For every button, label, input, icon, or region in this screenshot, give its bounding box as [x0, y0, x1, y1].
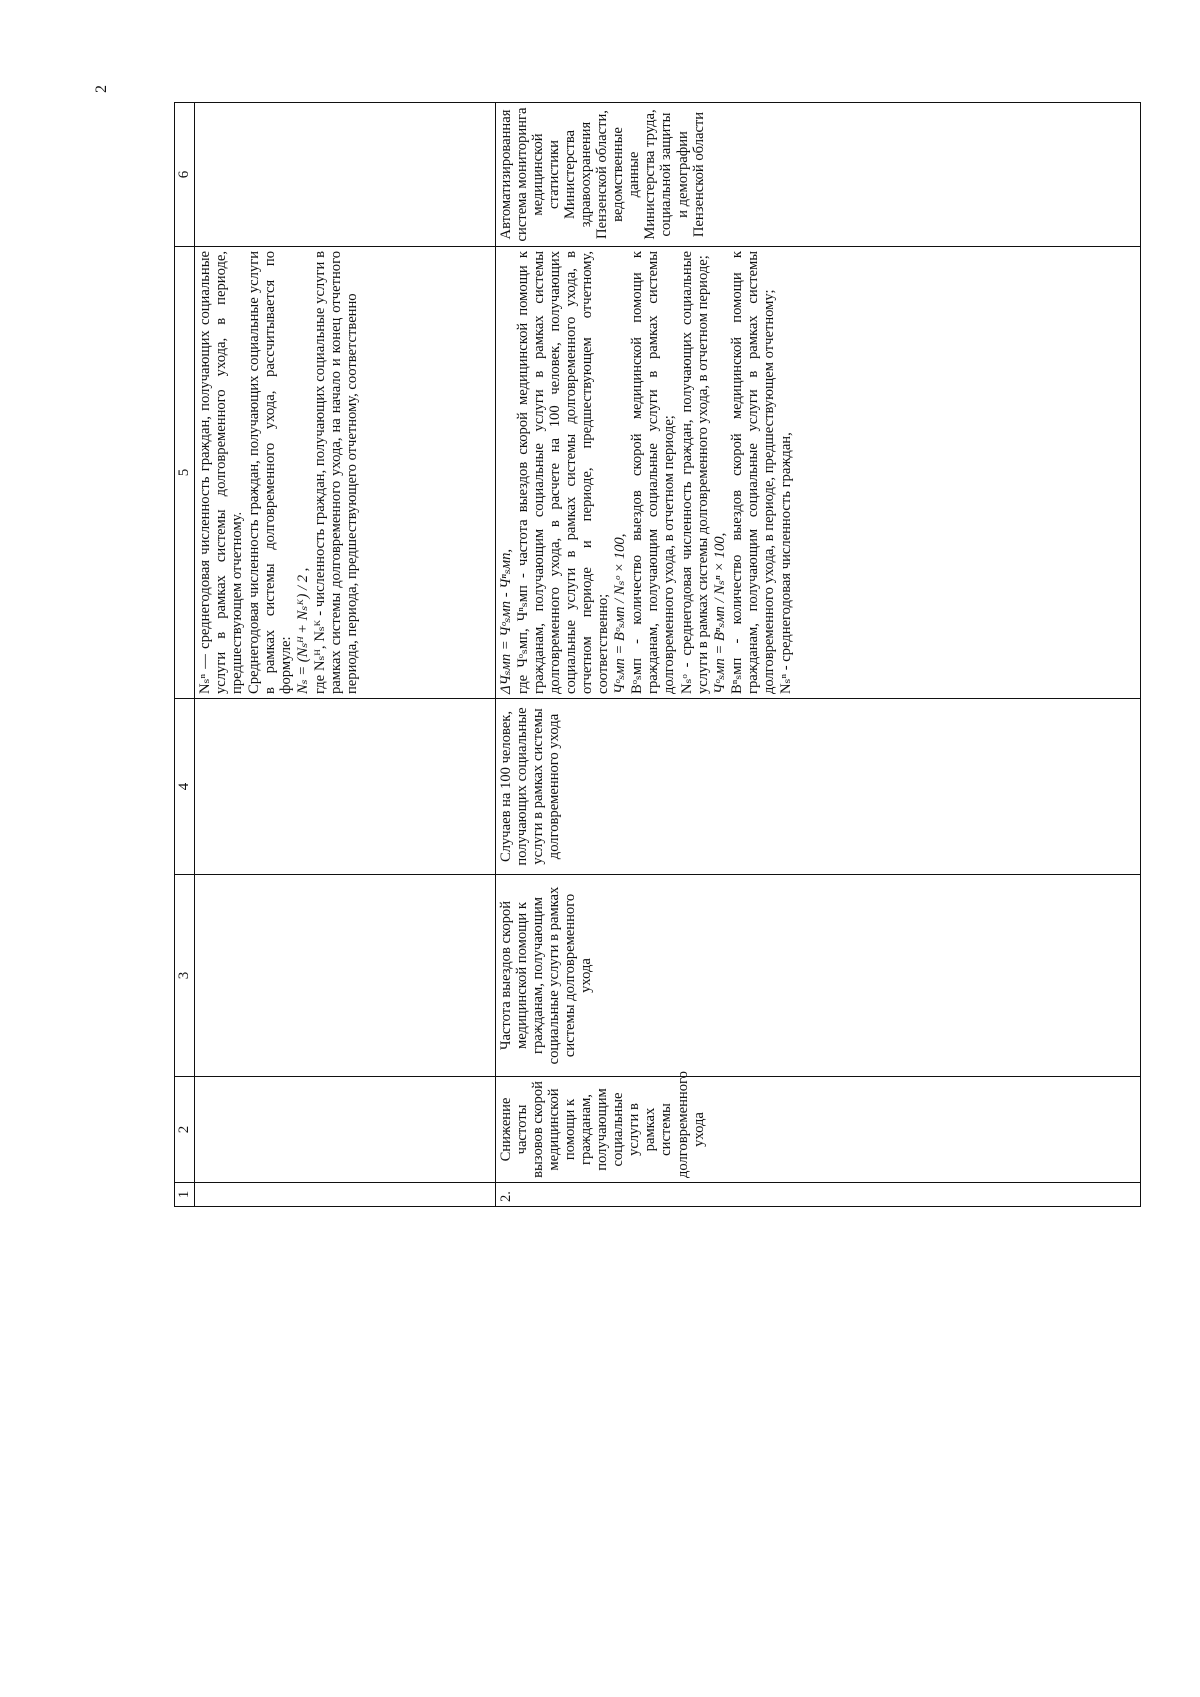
header-cell-5: 5 [175, 247, 195, 699]
calc-formula: ΔЧₛмп = Чᵒₛмп - Чⁿₛмп, [498, 548, 514, 694]
calc-formula: Nₛ = (Nₛᴴ + Nₛᴷ) / 2 , [295, 567, 312, 694]
cell-empty [195, 1077, 496, 1183]
calc-formula: Чᵒₛмп = Вⁿₛмп / Nₛⁿ × 100, [711, 532, 728, 694]
header-cell-6: 6 [175, 103, 195, 247]
cell-empty [195, 103, 496, 247]
calc-text: Среднегодовая численность граждан, получающих социальные услуги в рамках системы долговременного ухода, рассчитывается по формуле: [246, 251, 295, 694]
page-number: 2 [93, 85, 110, 93]
calc-text: где Чᵒₛмп, Чⁿₛмп - частота выездов скорой медицинской помощи к гражданам, получающим социальные услуги в рамках системы долговременного ухода, в расчете на 100 человек, получающих социальные услуги в рамках системы долговременного ухода, в отчетном периоде и периоде, предшествующем отчетному, соответственно; [515, 251, 612, 694]
header-cell-1: 1 [175, 1183, 195, 1207]
calc-formula: Чᵒₛмп = Вᵒₛмп / Nₛᵒ × 100, [612, 533, 629, 694]
cell-empty [195, 699, 496, 875]
landscape-page [174, 103, 1144, 1207]
cell-empty [195, 875, 496, 1077]
calc-text: Nₛⁿ - среднегодовая численность граждан, [777, 432, 794, 694]
header-cell-2: 2 [175, 1077, 195, 1183]
calc-text: где Nₛᴴ, Nₛᴷ - численность граждан, получающих социальные услуги в рамках системы долговременного ухода, на начало и конец отчетного периода, периода, предшествующего отчетному, соответственно [312, 251, 361, 694]
calculation-method-cell [496, 247, 1141, 699]
table-row-indicator-2 [496, 103, 1141, 1207]
table-row-continuation [195, 103, 496, 1207]
row-number-cell: 2. [496, 1183, 1141, 1207]
header-cell-4: 4 [175, 699, 195, 875]
calc-text: Вⁿₛмп - количество выездов скорой медицинской помощи к гражданам, получающим социальные услуги в рамках системы долговременного ухода, в периоде, предшествующем отчетному; [728, 251, 777, 694]
unit-cell: Случаев на 100 человек, получающих социальные услуги в рамках системы долговременного ухода [496, 699, 1141, 875]
calculation-method-cell [195, 247, 496, 699]
calc-text: Nₛⁿ — среднегодовая численность граждан, получающих социальные услуги в рамках системы долговременного ухода, в периоде, предшествующем отчетному. [197, 251, 246, 694]
indicators-table [174, 102, 1141, 1207]
calc-text: Вᵒₛмп - количество выездов скорой медицинской помощи к гражданам, получающим социальные услуги в рамках системы долговременного ухода, в отчетном периоде; [629, 251, 678, 694]
rotated-table-area [174, 103, 1200, 1202]
indicator-description-cell: Частота выездов скорой медицинской помощи к гражданам, получающим социальные услуги в рамках системы долговременного ухода [496, 875, 1141, 1077]
header-row [175, 103, 195, 1207]
cell-empty [195, 1183, 496, 1207]
indicator-name-cell: Снижение частоты вызовов скорой медицинской помощи к гражданам, получающим социальные услуги в рамках системы долговременного ухода [496, 1077, 1141, 1183]
data-source-cell: Автоматизированная система мониторинга медицинской статистики Министерства здравоохранения Пензенской области, ведомственные данные Министерства труда, социальной защиты и демографии Пензенской области [496, 103, 1141, 247]
header-cell-3: 3 [175, 875, 195, 1077]
calc-text: Nₛᵒ - среднегодовая численность граждан, получающих социальные услуги в рамках системы долговременного ухода, в отчетном периоде; [678, 251, 711, 694]
